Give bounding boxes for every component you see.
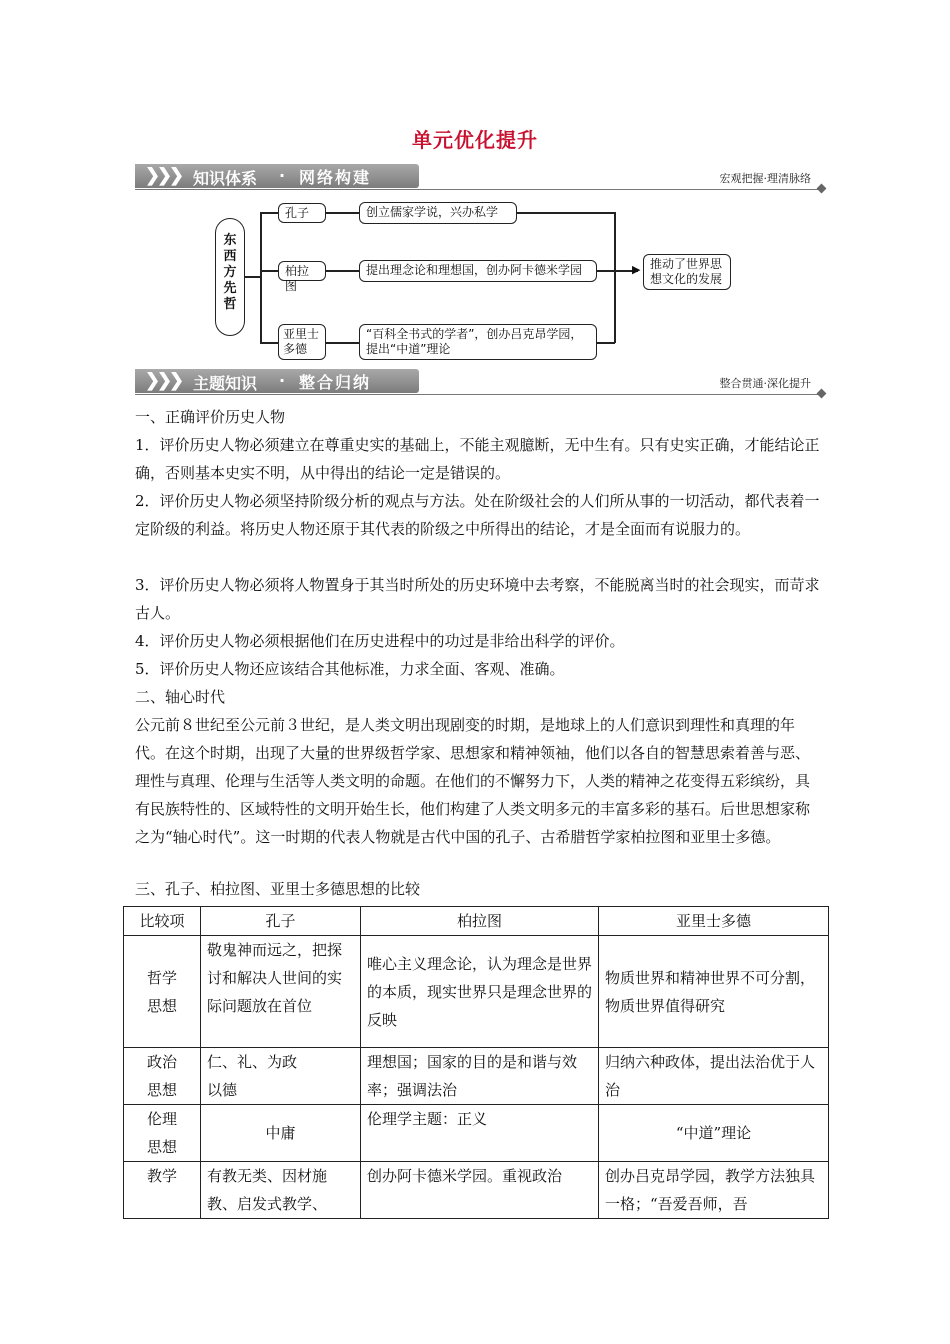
paragraph: 3．评价历史人物必须将人物置身于其当时所处的历史环境中去考察，不能脱离当时的社会现实，而苛求古人。 [135, 576, 820, 622]
connector [597, 342, 615, 344]
page-title: 单元优化提升 [412, 128, 538, 152]
detail-box-confucius: 创立儒家学说，兴办私学 [359, 202, 517, 224]
comparison-table [123, 906, 829, 1219]
chevron-right-icon: ❯ [157, 370, 173, 391]
table-cell: 中庸 [201, 1105, 361, 1162]
diagram-root-label: 东西方先哲 [223, 233, 237, 312]
banner-dot: · [279, 166, 286, 185]
section-heading: 一、正确评价历史人物 [135, 408, 286, 426]
banner-dot: · [279, 371, 286, 390]
paragraph: 公元前８世纪至公元前３世纪，是人类文明出现剧变的时期，是地球上的人们意识到理性和真理的年代。在这个时期，出现了大量的世界级哲学家、思想家和精神领袖，他们以各自的智慧思索着善与恶、理性与真理、伦理与生活等人类文明的命题。在他们的不懈努力下，人类的精神之花变得五彩缤纷，具有民族特性的、区域特性的文明开始生长，他们构建了人类文明多元的丰富多彩的基石。后世思想家称之为“轴心时代”。这一时期的代表人物就是古代中国的孔子、古希腊哲学家柏拉图和亚里士多德。 [135, 716, 811, 846]
banner-left-label: 主题知识 [193, 374, 258, 393]
paragraph: 4．评价历史人物必须根据他们在历史进程中的功过是非给出科学的评价。 [135, 632, 625, 650]
table-cell: 敬鬼神而远之，把探讨和解决人世间的实际问题放在首位 [201, 936, 361, 1048]
arrow-right-icon: ▶ [632, 263, 641, 276]
diamond-icon [817, 389, 827, 399]
table-cell: 教学 [124, 1162, 201, 1219]
table-cell: 物质世界和精神世界不可分割，物质世界值得研究 [599, 936, 829, 1048]
chevron-right-icon: ❯ [169, 165, 185, 186]
connector [517, 212, 615, 214]
person-box-plato: 柏拉图 [278, 261, 326, 281]
banner-underline [135, 394, 819, 395]
paragraph: 1．评价历史人物必须建立在尊重史实的基础上，不能主观臆断，无中生有。只有史实正确，才能结论正确，否则基本史实不明，从中得出的结论一定是错误的。 [135, 436, 820, 482]
section-banner-knowledge [135, 164, 825, 190]
table-cell: “中道”理论 [599, 1105, 829, 1162]
table-cell: 理想国；国家的目的是和谐与效率；强调法治 [361, 1048, 599, 1105]
table-cell: 哲学思想 [124, 936, 201, 1048]
table-cell: 归纳六种政体，提出法治优于人治 [599, 1048, 829, 1105]
table-row [124, 1048, 829, 1105]
connector [326, 212, 360, 214]
connector [326, 342, 360, 344]
table-cell: 创办阿卡德米学园。重视政治 [361, 1162, 599, 1219]
connector [260, 270, 278, 272]
table-cell: 伦理学主题：正义 [361, 1105, 599, 1162]
banner-tagline: 整合贯通·深化提升 [719, 377, 811, 390]
table-cell: 伦理思想 [124, 1105, 201, 1162]
diamond-icon [817, 184, 827, 194]
chevron-right-icon: ❯ [157, 165, 173, 186]
person-box-confucius: 孔子 [278, 203, 326, 223]
person-box-aristotle: 亚里士多德 [278, 324, 326, 360]
connector [326, 270, 360, 272]
chevron-right-icon: ❯ [145, 165, 161, 186]
chevron-right-icon: ❯ [145, 370, 161, 391]
chevron-right-icon: ❯ [169, 370, 185, 391]
table-row [124, 936, 829, 1048]
table-row [124, 1105, 829, 1162]
result-box: 推动了世界思想文化的发展 [643, 254, 731, 290]
table-cell: 唯心主义理念论，认为理念是世界的本质，现实世界只是理念世界的反映 [361, 936, 599, 1048]
table-cell: 创办吕克昂学园，教学方法独具一格；“吾爱吾师，吾 [599, 1162, 829, 1219]
connector [597, 270, 615, 272]
banner-right-label: 网络构建 [299, 168, 372, 187]
table-header-row [124, 907, 829, 936]
banner-left-label: 知识体系 [193, 169, 258, 188]
paragraph: 5．评价历史人物还应该结合其他标准，力求全面、客观、准确。 [135, 660, 565, 678]
connector [260, 212, 262, 343]
section-banner-theme [135, 369, 825, 395]
diagram-root [215, 218, 245, 336]
detail-box-plato: 提出理念论和理想国，创办阿卡德米学园 [359, 260, 597, 282]
banner-tagline: 宏观把握·理清脉络 [719, 172, 811, 185]
detail-box-aristotle: “百科全书式的学者”，创办吕克昂学园，提出“中道”理论 [359, 324, 597, 360]
table-header-cell: 亚里士多德 [599, 907, 829, 936]
table-header-cell: 比较项 [124, 907, 201, 936]
table-cell: 仁、礼、为政以德 [201, 1048, 361, 1105]
section-heading: 二、轴心时代 [135, 688, 226, 706]
connector [614, 212, 616, 343]
paragraph: 2．评价历史人物必须坚持阶级分析的观点与方法。处在阶级社会的人们所从事的一切活动，都代表着一定阶级的利益。将历史人物还原于其代表的阶级之中所得出的结论，才是全面而有说服力的。 [135, 492, 820, 538]
banner-underline [135, 189, 819, 190]
table-row [124, 1162, 829, 1219]
table-cell: 政治思想 [124, 1048, 201, 1105]
table-cell: 有教无类、因材施教、启发式教学、 [201, 1162, 361, 1219]
table-header-cell: 孔子 [201, 907, 361, 936]
table-header-cell: 柏拉图 [361, 907, 599, 936]
connector [260, 212, 278, 214]
connector [245, 276, 261, 278]
connector [260, 342, 278, 344]
banner-right-label: 整合归纳 [299, 373, 372, 392]
section-heading: 三、孔子、柏拉图、亚里士多德思想的比较 [135, 880, 421, 898]
